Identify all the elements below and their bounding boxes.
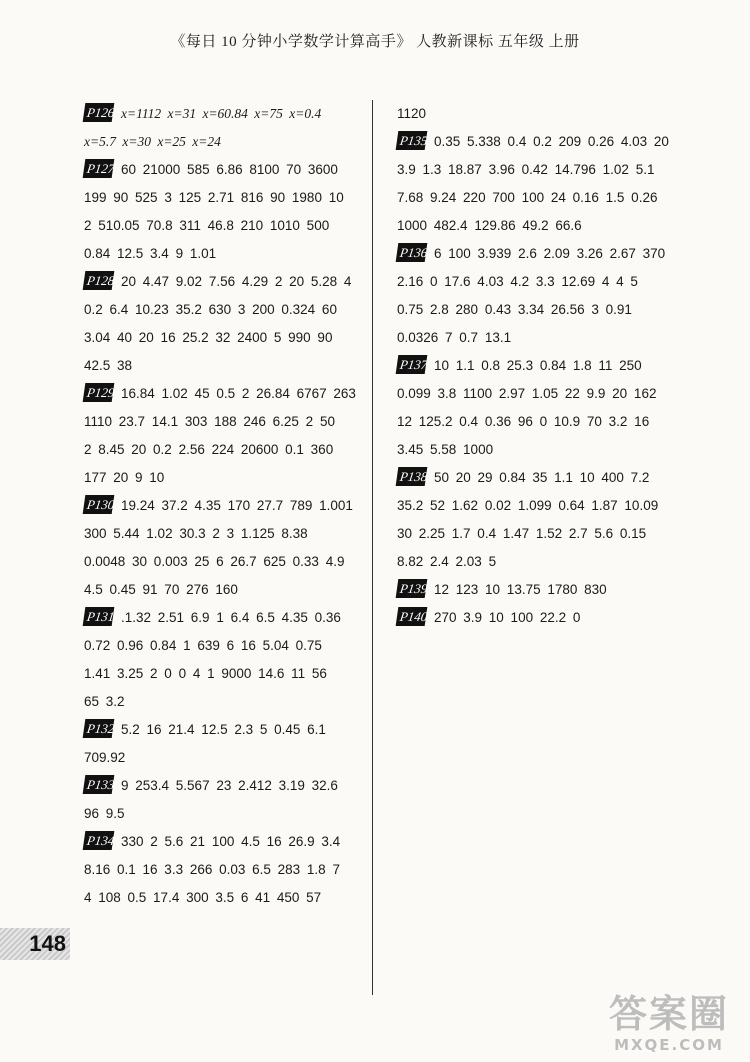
answer-values: 0.0326 7 0.7 13.1 [397, 330, 512, 345]
answer-values: 60 21000 585 6.86 8100 70 3600 [121, 162, 338, 177]
answer-values: .1.32 2.51 6.9 1 6.4 6.5 4.35 0.36 [121, 610, 341, 625]
answer-line [397, 520, 697, 548]
answer-line [84, 212, 374, 240]
answer-line [84, 492, 374, 520]
answer-values: 0.75 2.8 280 0.43 3.34 26.56 3 0.91 [397, 302, 632, 317]
page-ref-tag: P136 [396, 243, 428, 262]
answer-line [84, 100, 374, 128]
page-ref-tag: P133 [83, 775, 115, 794]
answer-values: 30 2.25 1.7 0.4 1.47 1.52 2.7 5.6 0.15 [397, 526, 647, 541]
answer-line [397, 156, 697, 184]
page-ref-tag: P130 [83, 495, 115, 514]
answer-line [397, 436, 697, 464]
watermark-url: MXQE.COM [614, 1036, 724, 1054]
answer-values: x=1112 x=31 x=60.84 x=75 x=0.4 [121, 106, 322, 121]
answer-line [397, 408, 697, 436]
page-ref-tag: P140 [396, 607, 428, 626]
answer-values: 2.16 0 17.6 4.03 4.2 3.3 12.69 4 4 5 [397, 274, 638, 289]
answer-line [397, 268, 697, 296]
answer-values: 3.04 40 20 16 25.2 32 2400 5 990 90 [84, 330, 333, 345]
answer-line [84, 184, 374, 212]
watermark [594, 992, 744, 1058]
answer-values: 709.92 [84, 750, 126, 765]
page-ref-tag: P128 [83, 271, 115, 290]
answer-line [397, 604, 697, 632]
answer-line [84, 660, 374, 688]
answer-line [84, 632, 374, 660]
answer-values: 2 510.05 70.8 311 46.8 210 1010 500 [84, 218, 330, 233]
answer-values: 1000 482.4 129.86 49.2 66.6 [397, 218, 582, 233]
answer-values: 4 108 0.5 17.4 300 3.5 6 41 450 57 [84, 890, 322, 905]
answer-line [397, 352, 697, 380]
answer-line [84, 520, 374, 548]
column-divider [372, 100, 373, 995]
answer-values: 0.84 12.5 3.4 9 1.01 [84, 246, 217, 261]
answer-line [84, 128, 374, 156]
answer-line [84, 716, 374, 744]
answer-values: 2 8.45 20 0.2 2.56 224 20600 0.1 360 [84, 442, 334, 457]
answer-values: 177 20 9 10 [84, 470, 165, 485]
answer-values: 330 2 5.6 21 100 4.5 16 26.9 3.4 [121, 834, 341, 849]
answer-line [397, 380, 697, 408]
answer-line [84, 800, 374, 828]
page-ref-tag: P126 [83, 103, 115, 122]
answer-values: 0.099 3.8 1100 2.97 1.05 22 9.9 20 162 [397, 386, 657, 401]
page-ref-tag: P135 [396, 131, 428, 150]
page-ref-tag: P129 [83, 383, 115, 402]
answer-line [397, 212, 697, 240]
answer-line [84, 268, 374, 296]
answer-values: 10 1.1 0.8 25.3 0.84 1.8 11 250 [434, 358, 642, 373]
answer-values: 8.16 0.1 16 3.3 266 0.03 6.5 283 1.8 7 [84, 862, 340, 877]
answer-line [84, 828, 374, 856]
answer-line [397, 548, 697, 576]
answer-values: x=5.7 x=30 x=25 x=24 [84, 134, 221, 149]
answer-line [84, 436, 374, 464]
answer-values: 96 9.5 [84, 806, 125, 821]
answers-right-column [397, 100, 697, 632]
page-ref-tag: P137 [396, 355, 428, 374]
page-ref-tag: P131 [83, 607, 115, 626]
answer-values: 270 3.9 10 100 22.2 0 [434, 610, 581, 625]
page-number: 148 [0, 928, 70, 960]
answer-line [397, 464, 697, 492]
answer-values: 0.35 5.338 0.4 0.2 209 0.26 4.03 20 [434, 134, 669, 149]
answer-values: 0.72 0.96 0.84 1 639 6 16 5.04 0.75 [84, 638, 322, 653]
answer-line [84, 296, 374, 324]
answer-values: 19.24 37.2 4.35 170 27.7 789 1.001 [121, 498, 353, 513]
answer-values: 8.82 2.4 2.03 5 [397, 554, 497, 569]
answer-line [84, 240, 374, 268]
answer-line [397, 240, 697, 268]
answer-line [84, 688, 374, 716]
answer-line [397, 296, 697, 324]
answer-values: 42.5 38 [84, 358, 133, 373]
answer-values: 16.84 1.02 45 0.5 2 26.84 6767 263 [121, 386, 356, 401]
page-ref-tag: P127 [83, 159, 115, 178]
answer-line [397, 324, 697, 352]
answer-values: 6 100 3.939 2.6 2.09 3.26 2.67 370 [434, 246, 666, 261]
answer-line [84, 324, 374, 352]
answer-values: 12 125.2 0.4 0.36 96 0 10.9 70 3.2 16 [397, 414, 650, 429]
answer-values: 65 3.2 [84, 694, 125, 709]
answer-values: 1120 [397, 106, 427, 121]
answer-values: 5.2 16 21.4 12.5 2.3 5 0.45 6.1 [121, 722, 326, 737]
answer-values: 199 90 525 3 125 2.71 816 90 1980 10 [84, 190, 344, 205]
answer-values: 300 5.44 1.02 30.3 2 3 1.125 8.38 [84, 526, 308, 541]
answer-line [84, 604, 374, 632]
answer-values: 0.2 6.4 10.23 35.2 630 3 200 0.324 60 [84, 302, 337, 317]
answer-values: 1110 23.7 14.1 303 188 246 6.25 2 50 [84, 414, 335, 429]
answer-values: 1.41 3.25 2 0 0 4 1 9000 14.6 11 56 [84, 666, 327, 681]
answer-values: 3.45 5.58 1000 [397, 442, 494, 457]
answer-values: 20 4.47 9.02 7.56 4.29 2 20 5.28 4 [121, 274, 352, 289]
watermark-logo-text: 答案圈 [608, 992, 729, 1036]
page-ref-tag: P132 [83, 719, 115, 738]
answer-line [84, 856, 374, 884]
answer-line [84, 352, 374, 380]
answer-values: 50 20 29 0.84 35 1.1 10 400 7.2 [434, 470, 650, 485]
answer-values: 7.68 9.24 220 700 100 24 0.16 1.5 0.26 [397, 190, 658, 205]
answer-values: 0.0048 30 0.003 25 6 26.7 625 0.33 4.9 [84, 554, 345, 569]
answers-left-column [84, 100, 374, 912]
answer-line [84, 772, 374, 800]
answer-line [84, 884, 374, 912]
page-ref-tag: P138 [396, 467, 428, 486]
answer-values: 3.9 1.3 18.87 3.96 0.42 14.796 1.02 5.1 [397, 162, 655, 177]
answer-line [397, 100, 697, 128]
answer-values: 9 253.4 5.567 23 2.412 3.19 32.6 [121, 778, 338, 793]
answer-line [84, 156, 374, 184]
answer-values: 4.5 0.45 91 70 276 160 [84, 582, 238, 597]
answer-line [397, 128, 697, 156]
answer-line [397, 492, 697, 520]
answer-values: 12 123 10 13.75 1780 830 [434, 582, 607, 597]
answer-values: 35.2 52 1.62 0.02 1.099 0.64 1.87 10.09 [397, 498, 659, 513]
answer-line [84, 408, 374, 436]
page-ref-tag: P134 [83, 831, 115, 850]
answer-line [84, 548, 374, 576]
page-header: 《每日 10 分钟小学数学计算高手》 人教新课标 五年级 上册 [170, 34, 580, 50]
page-ref-tag: P139 [396, 579, 428, 598]
answer-line [397, 184, 697, 212]
answer-line [84, 380, 374, 408]
answer-line [84, 744, 374, 772]
answer-line [397, 576, 697, 604]
answer-line [84, 464, 374, 492]
answer-line [84, 576, 374, 604]
